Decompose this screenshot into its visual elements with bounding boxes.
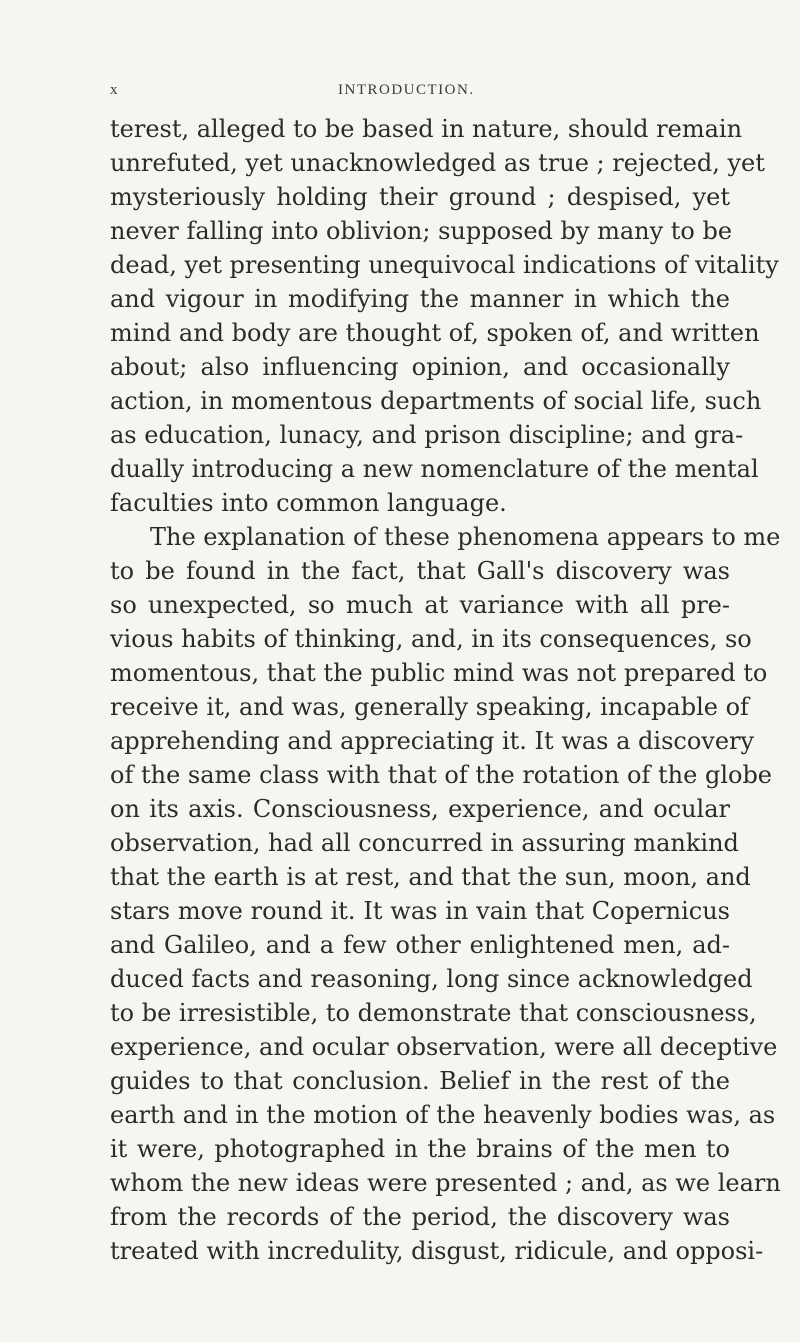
text-line: vious habits of thinking, and, in its consequences, so <box>110 625 752 653</box>
text-line: stars move round it. It was in vain that Copernicus <box>110 897 730 925</box>
text-line: terest, alleged to be based in nature, should remain <box>110 115 743 143</box>
text-line: mind and body are thought of, spoken of, and written <box>110 319 760 347</box>
text-line: so unexpected, so much at variance with all pre- <box>110 591 730 619</box>
text-line: of the same class with that of the rotation of the globe <box>110 761 773 789</box>
text-line: duced facts and reasoning, long since acknowledged <box>110 965 753 993</box>
text-line: receive it, and was, generally speaking, incapable of <box>110 693 749 721</box>
text-line: it were, photographed in the brains of the men to <box>110 1135 730 1163</box>
text-line: treated with incredulity, disgust, ridicule, and opposi- <box>110 1237 764 1265</box>
text-line: and Galileo, and a few other enlightened men, ad- <box>110 931 730 959</box>
paragraph-start-line: The explanation of these phenomena appears to me <box>150 523 781 551</box>
text-line: whom the new ideas were presented ; and, as we learn <box>110 1169 781 1197</box>
text-line: earth and in the motion of the heavenly bodies was, as <box>110 1101 776 1129</box>
text-line: to be irresistible, to demonstrate that consciousness, <box>110 999 757 1027</box>
text-line: apprehending and appreciating it. It was a discovery <box>110 727 755 755</box>
text-line: and vigour in modifying the manner in which the <box>110 285 730 313</box>
text-line: mysteriously holding their ground ; despised, yet <box>110 183 730 211</box>
text-line: never falling into oblivion; supposed by many to be <box>110 217 733 245</box>
text-line: action, in momentous departments of social life, such <box>110 387 762 415</box>
text-line: from the records of the period, the discovery was <box>110 1203 730 1231</box>
text-line: guides to that conclusion. Belief in the rest of the <box>110 1067 730 1095</box>
text-line: observation, had all concurred in assuring mankind <box>110 829 739 857</box>
text-line: as education, lunacy, and prison discipline; and gra- <box>110 421 744 449</box>
text-line: experience, and ocular observation, were all deceptive <box>110 1033 778 1061</box>
text-line: faculties into common language. <box>110 489 507 517</box>
text-line: to be found in the fact, that Gall's discovery was <box>110 557 730 585</box>
page-number: x <box>110 82 119 98</box>
body-text <box>110 112 781 1268</box>
chapter-title: INTRODUCTION. <box>338 82 475 98</box>
text-line: momentous, that the public mind was not prepared to <box>110 659 768 687</box>
text-line: unrefuted, yet unacknowledged as true ; rejected, yet <box>110 149 765 177</box>
text-line: dead, yet presenting unequivocal indications of vitality <box>110 251 779 279</box>
text-line: on its axis. Consciousness, experience, and ocular <box>110 795 730 823</box>
running-head <box>110 82 710 106</box>
text-line: about; also influencing opinion, and occasionally <box>110 353 730 381</box>
text-line: dually introducing a new nomenclature of the mental <box>110 455 759 483</box>
text-line: that the earth is at rest, and that the sun, moon, and <box>110 863 751 891</box>
